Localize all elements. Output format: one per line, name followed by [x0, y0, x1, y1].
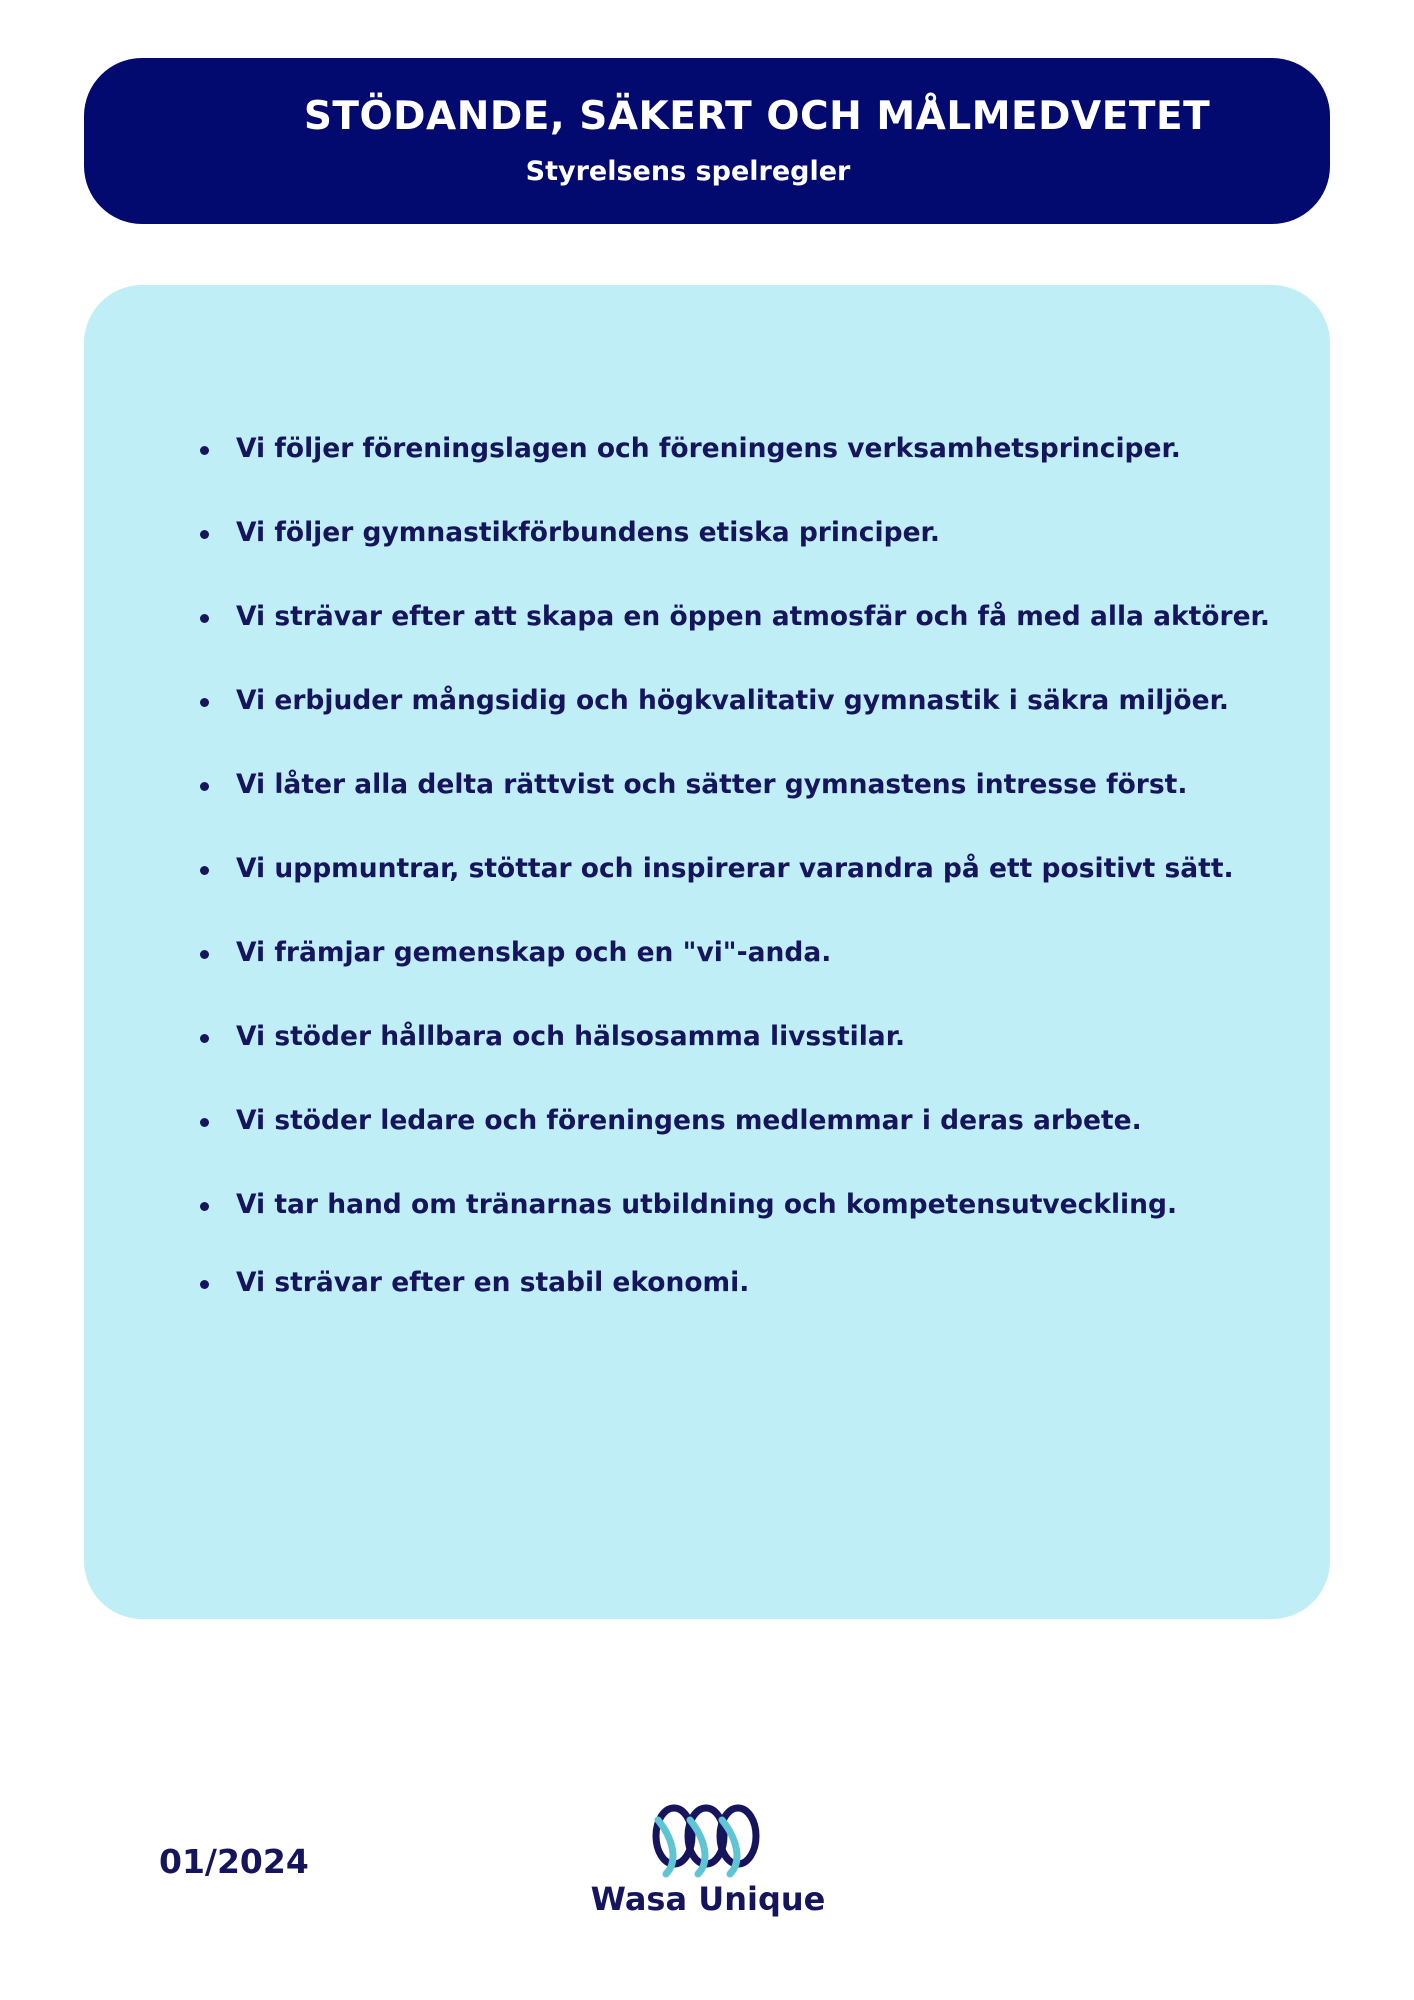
- list-item: [194, 687, 1294, 715]
- bullet-icon: [200, 1034, 209, 1043]
- rule-text: Vi strävar efter en stabil ekonomi.: [236, 1267, 750, 1298]
- list-item: [194, 435, 1294, 463]
- rule-text: Vi uppmuntrar, stöttar och inspirerar varandra på ett positivt sätt.: [236, 853, 1234, 884]
- list-item: [194, 1023, 1294, 1051]
- list-item: [194, 1269, 1294, 1297]
- ribbon-loops-logo-icon: [644, 1800, 770, 1878]
- rule-text: Vi stöder hållbara och hälsosamma livsstilar.: [236, 1021, 906, 1052]
- rule-text: Vi följer gymnastikförbundens etiska principer.: [236, 517, 940, 548]
- bullet-icon: [200, 614, 209, 623]
- header-banner: [84, 58, 1330, 224]
- rule-text: Vi följer föreningslagen och föreningens verksamhetsprinciper.: [236, 433, 1181, 464]
- list-item: [194, 1191, 1294, 1219]
- brand-name: Wasa Unique: [590, 1880, 826, 1918]
- rule-text: Vi strävar efter att skapa en öppen atmosfär och få med alla aktörer.: [236, 601, 1270, 632]
- bullet-icon: [200, 446, 209, 455]
- rule-text: Vi tar hand om tränarnas utbildning och kompetensutveckling.: [236, 1189, 1178, 1220]
- bullet-icon: [200, 698, 209, 707]
- bullet-icon: [200, 950, 209, 959]
- bullet-icon: [200, 1280, 209, 1289]
- rule-text: Vi erbjuder mångsidig och högkvalitativ gymnastik i säkra miljöer.: [236, 685, 1229, 716]
- page-subtitle: Styrelsens spelregler: [525, 156, 851, 187]
- list-item: [194, 939, 1294, 967]
- list-item: [194, 771, 1294, 799]
- bullet-icon: [200, 1202, 209, 1211]
- bullet-icon: [200, 866, 209, 875]
- rules-card: [84, 285, 1330, 1619]
- page-title: STÖDANDE, SÄKERT OCH MÅLMEDVETET: [303, 94, 1211, 139]
- bullet-icon: [200, 782, 209, 791]
- list-item: [194, 603, 1294, 631]
- bullet-icon: [200, 530, 209, 539]
- rule-text: Vi låter alla delta rättvist och sätter gymnastens intresse först.: [236, 769, 1188, 800]
- list-item: [194, 855, 1294, 883]
- rule-text: Vi stöder ledare och föreningens medlemmar i deras arbete.: [236, 1105, 1142, 1136]
- rule-text: Vi främjar gemenskap och en "vi"-anda.: [236, 937, 832, 968]
- document-date: 01/2024: [159, 1842, 309, 1881]
- list-item: [194, 1107, 1294, 1135]
- bullet-icon: [200, 1118, 209, 1127]
- rules-list: [194, 435, 1294, 1353]
- list-item: [194, 519, 1294, 547]
